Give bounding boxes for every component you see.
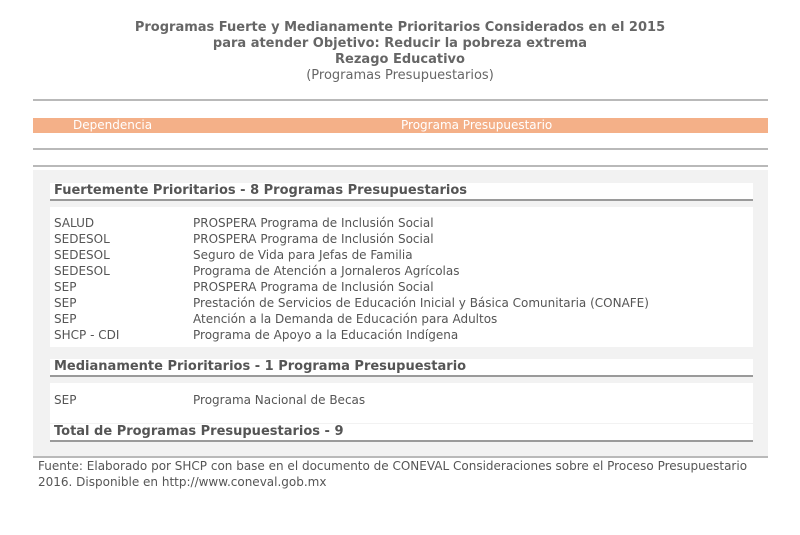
row-programa: Seguro de Vida para Jefas de Familia [193,248,413,262]
row-programa: PROSPERA Programa de Inclusión Social [193,280,434,294]
source-footnote: Fuente: Elaborado por SHCP con base en el documento de CONEVAL Consideraciones sobre el Proceso Presupuestario 2016. Disponible en http://www.coneval.gob.mx [38,459,748,489]
total-text: Total de Programas Presupuestarios - 9 [54,424,344,439]
section-title-strong-text: Fuertemente Prioritarios - 8 Programas Presupuestarios [54,183,467,198]
title-line-4: (Programas Presupuestarios) [306,68,494,83]
title-line-1: Programas Fuerte y Medianamente Prioritarios Considerados en el 2015 [134,20,666,35]
row-dependencia: SALUD [54,216,95,230]
row-dependencia: SEDESOL [54,248,110,262]
title-line-2: para atender Objetivo: Reducir la pobreza extrema [212,36,588,51]
row-programa: PROSPERA Programa de Inclusión Social [193,232,434,246]
section-title-medium-text: Medianamente Prioritarios - 1 Programa Presupuestario [54,359,467,374]
divider-middle [33,148,768,150]
header-programa: Programa Presupuestario [401,118,553,132]
section-title-strong [50,183,753,201]
row-programa: Atención a la Demanda de Educación para Adultos [193,312,498,326]
section-title-medium [50,359,753,377]
row-programa: Programa de Apoyo a la Educación Indígena [193,328,459,342]
header-dependencia: Dependencia [73,118,153,132]
title-block [0,20,800,84]
table-header [33,118,768,133]
row-dependencia: SEP [54,312,77,326]
title-line-3: Rezago Educativo [335,52,465,67]
row-dependencia: SEDESOL [54,232,110,246]
row-programa: Prestación de Servicios de Educación Inicial y Básica Comunitaria (CONAFE) [193,296,649,310]
row-programa: Programa Nacional de Becas [193,393,366,407]
total-row [50,424,753,442]
row-programa: PROSPERA Programa de Inclusión Social [193,216,434,230]
row-programa: Programa de Atención a Jornaleros Agrícolas [193,264,460,278]
row-dependencia: SHCP - CDI [54,328,120,342]
section-medium-rows [50,383,753,423]
row-dependencia: SEDESOL [54,264,110,278]
divider-top [33,99,768,101]
divider-panel-top [33,165,768,167]
section-strong-rows [50,207,753,347]
row-dependencia: SEP [54,296,77,310]
row-dependencia: SEP [54,393,77,407]
row-dependencia: SEP [54,280,77,294]
